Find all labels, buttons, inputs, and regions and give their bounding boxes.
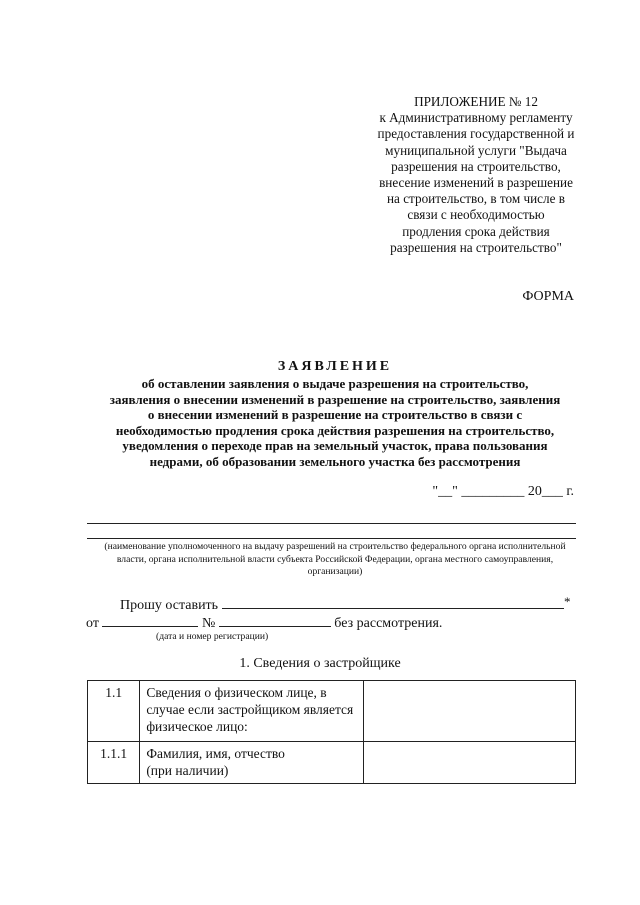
footnote-asterisk: * [564,594,571,609]
section-title: 1. Сведения о застройщике [239,656,401,671]
authority-caption-line: власти, органа исполнительной власти субъекта Российской Федерации, органа местного самоуправления, [116,553,554,565]
appendix-line: ПРИЛОЖЕНИЕ № 12 [414,94,538,109]
authority-caption [90,541,580,579]
row-label-line: Сведения о физическом лице, в [146,685,327,700]
appendix-line: предоставления государственной и [377,126,575,142]
row-label-line: физическое лицо: [146,719,248,734]
table-row [88,742,576,784]
request-line [120,596,564,614]
row-label-line: (при наличии) [146,763,229,778]
appendix-line: на строительство, в том числе в [387,191,565,207]
subtitle-line: необходимостью продления срока действия разрешения на строительство, [115,422,555,438]
row-label-line: случае если застройщиком является [146,702,354,717]
row-label [140,742,364,784]
table-row [88,681,576,742]
row-value-field[interactable] [364,742,576,784]
title-block [70,358,600,469]
number-sign: № [201,616,216,631]
from-line [86,614,442,632]
request-object-field[interactable] [222,596,564,609]
row-value-field[interactable] [364,681,576,742]
appendix-line: связи с необходимостью [407,207,545,223]
appendix-line: разрешения на строительство, [391,158,561,174]
subtitle-line: о внесении изменений в разрешение на строительство в связи с [147,407,523,422]
subtitle-line: заявления о внесении изменений в разрешение на строительство, заявления [109,391,561,407]
appendix-line: муниципальной услуги "Выдача [385,142,567,158]
form-label: ФОРМА [522,289,574,304]
row-number: 1.1.1 [88,742,140,784]
document-title: ЗАЯВЛЕНИЕ [277,359,393,374]
subtitle-line: об оставлении заявления о выдаче разрешения на строительство, [141,376,529,391]
subtitle-line: уведомления о переходе прав на земельный участок, права пользования [122,438,548,453]
authority-caption-line: организации) [307,566,363,578]
row-label [140,681,364,742]
appendix-line: разрешения на строительство" [390,239,562,255]
date-field[interactable]: "__" _________ 20___ г. [432,484,574,499]
authority-fill-line-1[interactable] [87,523,576,524]
appendix-line: продления срока действия [402,223,550,239]
row-number: 1.1 [88,681,140,742]
appendix-header [340,94,612,256]
row-label-line: Фамилия, имя, отчество [146,746,285,761]
developer-info-table [87,680,576,784]
request-prefix: Прошу оставить [120,598,219,613]
registration-number-field[interactable] [219,614,331,627]
registration-date-field[interactable] [102,614,198,627]
authority-caption-line: (наименование уполномоченного на выдачу разрешений на строительство федерального органа исполнительной [104,541,566,552]
document-subtitle [70,376,600,469]
request-suffix: без рассмотрения. [334,616,443,631]
authority-fill-line-2[interactable] [87,538,576,539]
appendix-line: к Административному регламенту [379,110,573,126]
appendix-line: внесение изменений в разрешение [379,175,573,191]
registration-caption: (дата и номер регистрации) [156,631,269,642]
from-label: от [86,616,99,631]
subtitle-line: недрами, об образовании земельного участка без рассмотрения [149,453,521,469]
